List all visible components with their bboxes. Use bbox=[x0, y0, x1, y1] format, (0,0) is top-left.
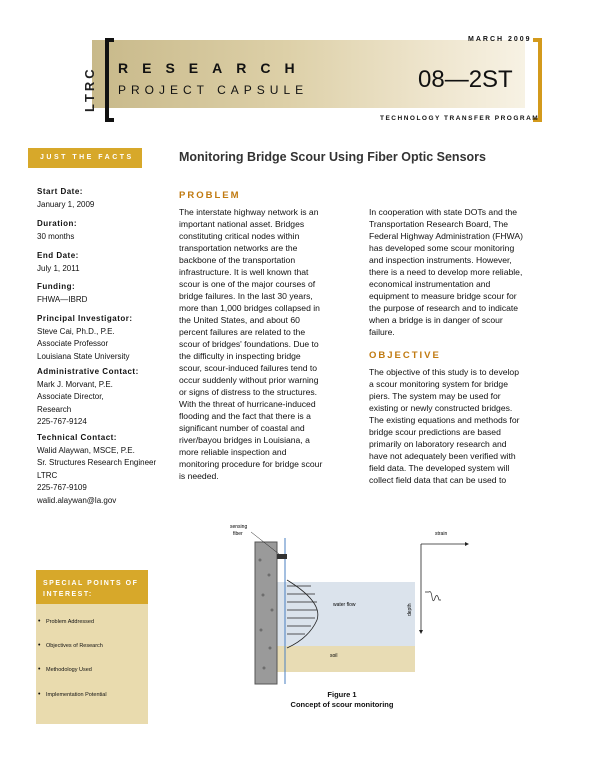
text-line: is needed. bbox=[179, 471, 219, 481]
fact-value: Sr. Structures Research Engineer bbox=[37, 458, 157, 467]
text-line: the purpose of research and to indicate bbox=[369, 303, 519, 313]
fact-value: January 1, 2009 bbox=[37, 199, 95, 209]
fact-value: Louisiana State University bbox=[37, 351, 130, 361]
fact-value: Walid Alaywan, MSCE, P.E. bbox=[37, 445, 135, 455]
text-line: The existing equations and methods for bbox=[369, 415, 520, 425]
fact-value: FHWA—IBRD bbox=[37, 294, 88, 304]
text-line: more than 1,000 bridges collapsed in bbox=[179, 303, 320, 313]
text-line: when a bridge is in danger of scour bbox=[369, 315, 503, 325]
text-line: equipment to measure bridge scour for bbox=[369, 291, 517, 301]
text-line: percent failures are related to the bbox=[179, 327, 306, 337]
point-item: • Methodology Used bbox=[46, 667, 92, 673]
fact-value: walid.alaywan@la.gov bbox=[37, 495, 117, 505]
fact-value: July 1, 2011 bbox=[37, 263, 80, 273]
text-line: With the threat of hurricane-induced bbox=[179, 399, 316, 409]
text-line: the difficulty in inspecting bridge bbox=[179, 351, 301, 361]
text-line: important national asset. Bridges bbox=[179, 219, 305, 229]
text-line: In cooperation with state DOTs and the bbox=[369, 207, 518, 217]
text-line: scour is one of the major courses of bbox=[179, 279, 316, 289]
text-line: or signs of distress to the structures. bbox=[179, 387, 318, 397]
problem-text bbox=[179, 206, 361, 482]
text-line: The interstate highway network is an bbox=[179, 207, 319, 217]
fact-label: Funding: bbox=[37, 282, 76, 291]
text-line: Federal Highway Administration (FHWA) bbox=[369, 231, 523, 241]
objective-heading: OBJECTIVE bbox=[369, 350, 441, 361]
fact-value: Steve Cai, Ph.D., P.E. bbox=[37, 326, 115, 336]
point-item: • Objectives of Research bbox=[46, 643, 103, 649]
text-line: significant number of coastal and bbox=[179, 423, 305, 433]
problem-text-continued bbox=[369, 206, 554, 338]
page-title: Monitoring Bridge Scour Using Fiber Optic Sensors bbox=[179, 150, 486, 164]
text-line: and inspection instruments. However, bbox=[369, 255, 512, 265]
bridge-pier bbox=[255, 542, 277, 684]
fact-label: Principal Investigator: bbox=[37, 314, 133, 323]
fact-value: Mark J. Morvant, P.E. bbox=[37, 379, 113, 389]
point-item: • Problem Addressed bbox=[46, 619, 94, 625]
report-number: 08—2ST bbox=[418, 66, 513, 93]
objective-text bbox=[369, 366, 554, 486]
label-fiber: fiber bbox=[233, 531, 243, 537]
fact-value: Associate Director, bbox=[37, 392, 104, 401]
fact-label: Start Date: bbox=[37, 187, 83, 196]
fact-value: 30 months bbox=[37, 231, 75, 241]
fact-field bbox=[37, 366, 139, 429]
text-line: constituting critical nodes within bbox=[179, 231, 300, 241]
problem-heading: PROBLEM bbox=[179, 190, 241, 201]
point-item: • Implementation Potential bbox=[46, 692, 107, 698]
fact-field bbox=[37, 313, 133, 363]
figure-caption-title: Figure 1 bbox=[327, 690, 357, 699]
text-line: economical instrumentation and bbox=[369, 279, 491, 289]
label-sensing: sensing bbox=[230, 524, 248, 530]
fact-field bbox=[37, 250, 80, 275]
text-line: primarily on laboratory research and bbox=[369, 439, 507, 449]
fact-label: Technical Contact: bbox=[37, 433, 117, 442]
fact-field bbox=[37, 281, 87, 306]
research-wordmark: RESEARCH bbox=[118, 60, 309, 76]
issue-date: MARCH 2009 bbox=[468, 36, 532, 43]
text-line: piers. The system may be used for bbox=[369, 391, 501, 401]
strain-curve bbox=[425, 592, 441, 601]
left-bracket bbox=[105, 38, 114, 122]
figure-caption-text: Concept of scour monitoring bbox=[290, 700, 394, 709]
text-line: river/bayou bridges in Louisiana, a bbox=[179, 435, 310, 445]
fact-value: Research bbox=[37, 404, 72, 414]
fact-value: LTRC bbox=[37, 470, 58, 480]
text-line: has developed some scour monitoring bbox=[369, 243, 515, 253]
ltrc-logo-text: LTRC bbox=[82, 66, 97, 112]
fact-value: Associate Professor bbox=[37, 339, 109, 348]
fact-value: 225-767-9124 bbox=[37, 417, 87, 426]
fact-value: 225-767-9109 bbox=[37, 483, 87, 492]
fact-label: Duration: bbox=[37, 219, 78, 228]
text-line: existing or newly constructed bridges. bbox=[369, 403, 513, 413]
soil-area bbox=[265, 646, 415, 672]
scour-monitoring-figure bbox=[225, 520, 470, 685]
text-line: have not adequately been verified with bbox=[369, 451, 516, 461]
special-points-title: SPECIAL POINTS OF INTEREST: bbox=[36, 570, 148, 604]
text-line: infrastructure. It is well known that bbox=[179, 267, 309, 277]
program-label: TECHNOLOGY TRANSFER PROGRAM bbox=[380, 115, 540, 122]
text-line: bridge scour predictions are based bbox=[369, 427, 501, 437]
label-soil: soil bbox=[330, 653, 338, 659]
text-line: backbone of the transportation bbox=[179, 255, 296, 265]
label-strain: strain bbox=[435, 531, 448, 537]
text-line: occur suddenly without prior warning bbox=[179, 375, 319, 385]
text-line: a scour monitoring system for bridge bbox=[369, 379, 508, 389]
fact-label: End Date: bbox=[37, 251, 79, 260]
text-line: field data. The developed system will bbox=[369, 463, 510, 473]
text-line: scour, scour-induced failures tend to bbox=[179, 363, 318, 373]
text-line: more reliable inspection and bbox=[179, 447, 287, 457]
label-depth: depth bbox=[407, 603, 413, 616]
text-line: monitoring procedure for bridge scour bbox=[179, 459, 323, 469]
right-bracket bbox=[533, 38, 542, 122]
just-the-facts-bar: JUST THE FACTS bbox=[28, 148, 142, 168]
fact-field bbox=[37, 218, 77, 243]
text-line: bridge failures. In the last 30 years, bbox=[179, 291, 313, 301]
text-line: the United States, and about 60 bbox=[179, 315, 300, 325]
text-line: flooding and the fact that there is a bbox=[179, 411, 311, 421]
text-line: there is a need to develop more reliable, bbox=[369, 267, 523, 277]
fact-field bbox=[37, 432, 156, 507]
text-line: Transportation Research Board, The bbox=[369, 219, 509, 229]
fact-field bbox=[37, 186, 94, 211]
text-line: scour of bridges' foundations. Due to bbox=[179, 339, 319, 349]
text-line: collect field data that can be used to bbox=[369, 475, 507, 485]
label-water: water flow bbox=[333, 602, 356, 608]
text-line: The objective of this study is to develop bbox=[369, 367, 519, 377]
text-line: failure. bbox=[369, 327, 395, 337]
fact-label: Administrative Contact: bbox=[37, 367, 139, 376]
text-line: transportation networks are the bbox=[179, 243, 298, 253]
project-capsule-wordmark: PROJECT CAPSULE bbox=[118, 83, 309, 97]
fiber-anchor bbox=[277, 554, 287, 559]
water-area bbox=[265, 582, 415, 650]
